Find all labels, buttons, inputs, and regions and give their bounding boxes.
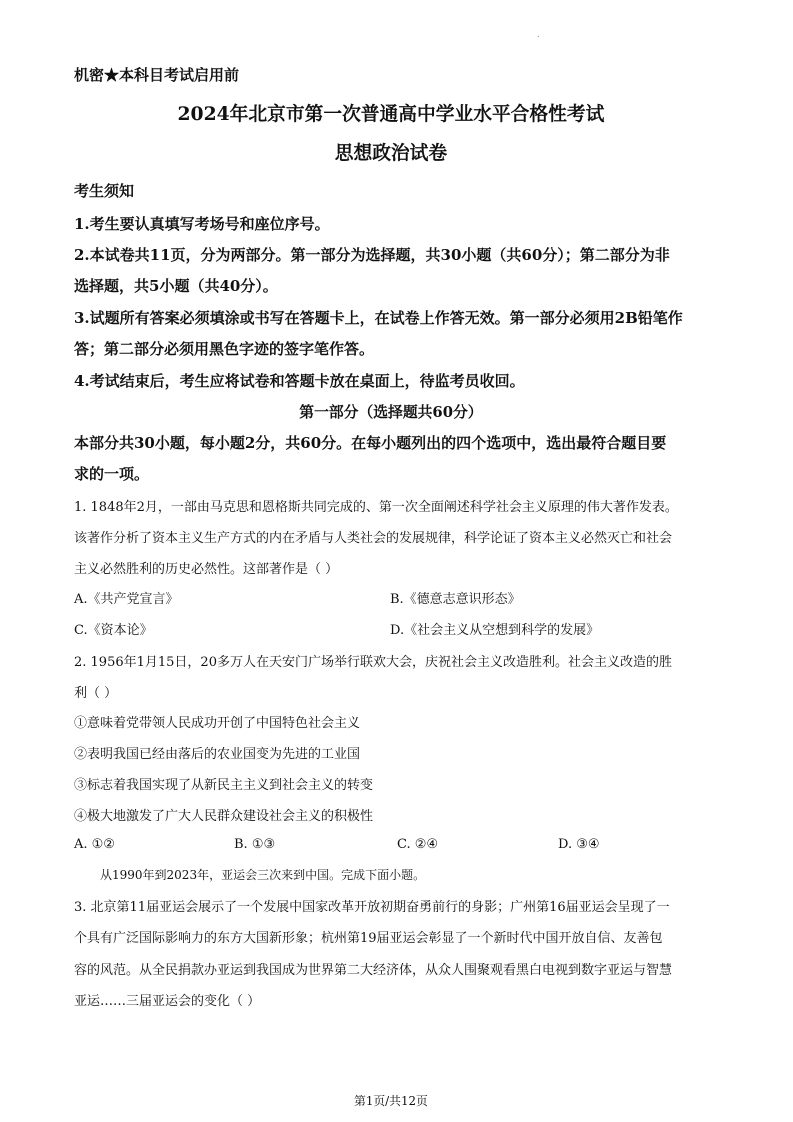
page-number: 第1页/共12页 [353, 1094, 428, 1108]
corner-mark: . [537, 30, 540, 39]
question-1-line: 1. 1848年2月，一部由马克思和恩格斯共同完成的、第一次全面阐述科学社会主义原理的伟大著作发表。 [74, 500, 678, 515]
notice-line: 2.本试卷共11页，分为两部分。第一部分为选择题，共30小题（共60分）；第二部分为非 [74, 246, 670, 264]
question-1-line: 主义必然胜利的历史必然性。这部著作是（ ） [74, 562, 339, 577]
q2-option-a: A. ①② [74, 837, 115, 852]
question-3-line: 3. 北京第11届亚运会展示了一个发展中国家改革开放初期奋勇前行的身影；广州第16届亚运会呈现了一 [74, 900, 670, 915]
q1-option-c: C.《资本论》 [74, 623, 153, 638]
question-2-line: 2. 1956年1月15日，20多万人在天安门广场举行联欢大会，庆祝社会主义改造胜利。社会主义改造的胜 [74, 655, 672, 670]
q2-option-c: C. ②④ [397, 837, 439, 852]
q2-statement: ④极大地激发了广大人民群众建设社会主义的积极性 [74, 809, 374, 824]
q2-statement: ①意味着党带领人民成功开创了中国特色社会主义 [74, 716, 361, 731]
confidential-label: 机密★本科目考试启用前 [74, 66, 240, 84]
notice-line: 3.试题所有答案必须填涂或书写在答题卡上，在试卷上作答无效。第一部分必须用2B铅笔作 [74, 309, 683, 327]
notice-line: 选择题，共5小题（共40分）。 [74, 277, 278, 295]
exam-subject: 思想政治试卷 [334, 142, 448, 164]
q2-statement: ②表明我国已经由落后的农业国变为先进的工业国 [74, 747, 361, 762]
notice-line: 1.考生要认真填写考场号和座位序号。 [74, 215, 330, 233]
group-stem: 从1990年到2023年，亚运会三次来到中国。完成下面小题。 [100, 868, 426, 882]
notice-line: 答；第二部分必须用黑色字迹的签字笔作答。 [74, 340, 375, 358]
notice-heading: 考生须知 [74, 182, 135, 200]
question-1-line: 该著作分析了资本主义生产方式的内在矛盾与人类社会的发展规律，科学论证了资本主义必然灭亡和社会 [74, 531, 673, 546]
q2-statement: ③标志着我国实现了从新民主主义到社会主义的转变 [74, 778, 374, 793]
q2-option-b: B. ①③ [234, 837, 276, 852]
question-3-line: 容的风范。从全民捐款办亚运到我国成为世界第二大经济体，从众人围聚观看黑白电视到数字亚运与智慧 [74, 963, 673, 978]
question-2-line: 利（ ） [74, 686, 118, 701]
part1-intro: 求的一项。 [74, 465, 150, 483]
q1-option-a: A.《共产党宣言》 [74, 592, 179, 607]
q1-option-b: B.《德意志意识形态》 [390, 592, 521, 607]
notice-line: 4.考试结束后，考生应将试卷和答题卡放在桌面上，待监考员收回。 [74, 372, 525, 390]
part1-heading: 第一部分（选择题共60分） [299, 403, 483, 421]
question-3-line: 亚运……三届亚运会的变化（ ） [74, 994, 261, 1009]
q1-option-d: D.《社会主义从空想到科学的发展》 [390, 623, 600, 638]
part1-intro: 本部分共30小题，每小题2分，共60分。在每小题列出的四个选项中，选出最符合题目要 [74, 434, 667, 452]
question-3-line: 个具有广泛国际影响力的东方大国新形象；杭州第19届亚运会彰显了一个新时代中国开放自信、友善包 [74, 931, 663, 946]
q2-option-d: D. ③④ [558, 837, 600, 852]
exam-title: 2024年北京市第一次普通高中学业水平合格性考试 [177, 103, 605, 125]
